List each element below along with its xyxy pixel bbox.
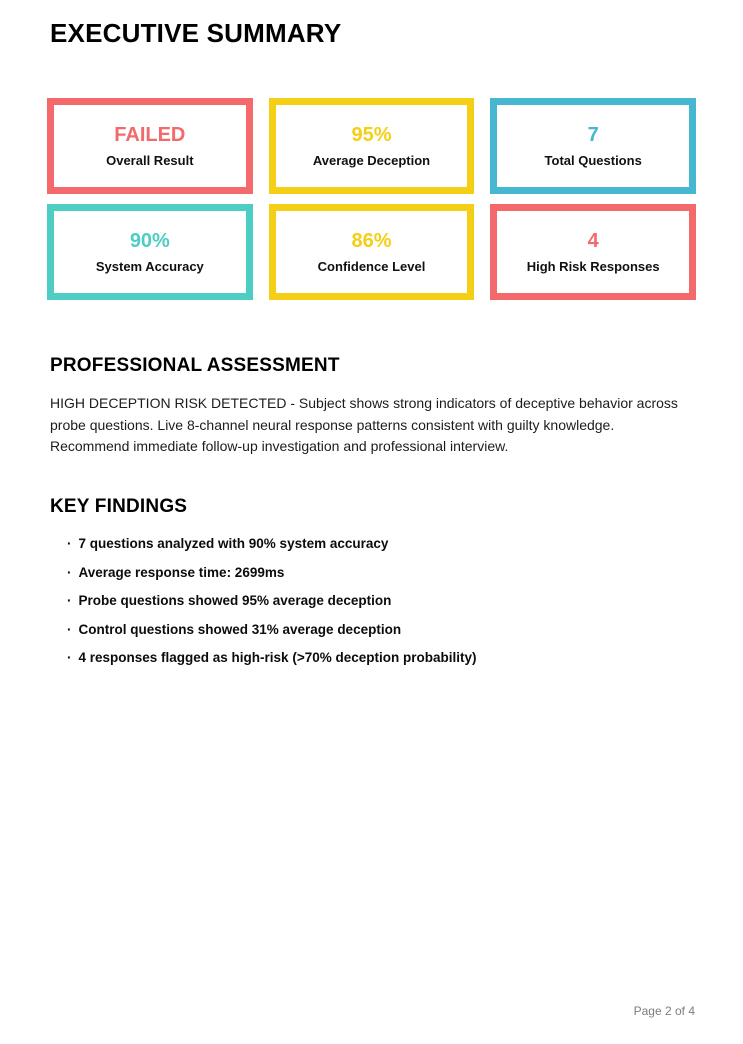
stat-card — [269, 204, 475, 300]
stat-card — [269, 98, 475, 194]
findings-heading: KEY FINDINGS — [50, 496, 188, 518]
stat-card — [490, 98, 696, 194]
finding-item: · Control questions showed 31% average deception — [67, 622, 696, 638]
stat-label: High Risk Responses — [526, 259, 660, 274]
assessment-heading: PROFESSIONAL ASSESSMENT — [50, 355, 340, 376]
finding-item: · 7 questions analyzed with 90% system accuracy — [67, 536, 696, 552]
stat-label: Total Questions — [544, 153, 642, 168]
stat-value: 4 — [587, 230, 599, 252]
stat-value: 95% — [351, 124, 392, 146]
stat-value: FAILED — [114, 124, 186, 146]
stats-grid — [47, 98, 696, 300]
stat-value: 86% — [351, 230, 392, 252]
page-title: EXECUTIVE SUMMARY — [50, 18, 342, 48]
stat-value: 7 — [587, 124, 599, 146]
stat-card — [47, 98, 253, 194]
findings-list — [67, 536, 696, 666]
stat-card — [47, 204, 253, 300]
finding-item: · Average response time: 2699ms — [67, 565, 696, 581]
stat-label: Overall Result — [106, 153, 194, 168]
assessment-body: HIGH DECEPTION RISK DETECTED - Subject shows strong indicators of deceptive behavior across probe questions. Live 8-channel neural response patterns consistent with guilty knowledge. Recommend immediate follow-up investigation and professional interview. — [50, 395, 678, 455]
finding-item: · 4 responses flagged as high-risk (>70% deception probability) — [67, 650, 696, 666]
stat-label: Average Deception — [312, 153, 431, 168]
finding-item: · Probe questions showed 95% average deception — [67, 593, 696, 609]
stat-label: Confidence Level — [317, 259, 426, 274]
stat-card — [490, 204, 696, 300]
stat-label: System Accuracy — [95, 259, 204, 274]
stat-value: 90% — [129, 230, 170, 252]
page-number: Page 2 of 4 — [633, 1004, 695, 1018]
